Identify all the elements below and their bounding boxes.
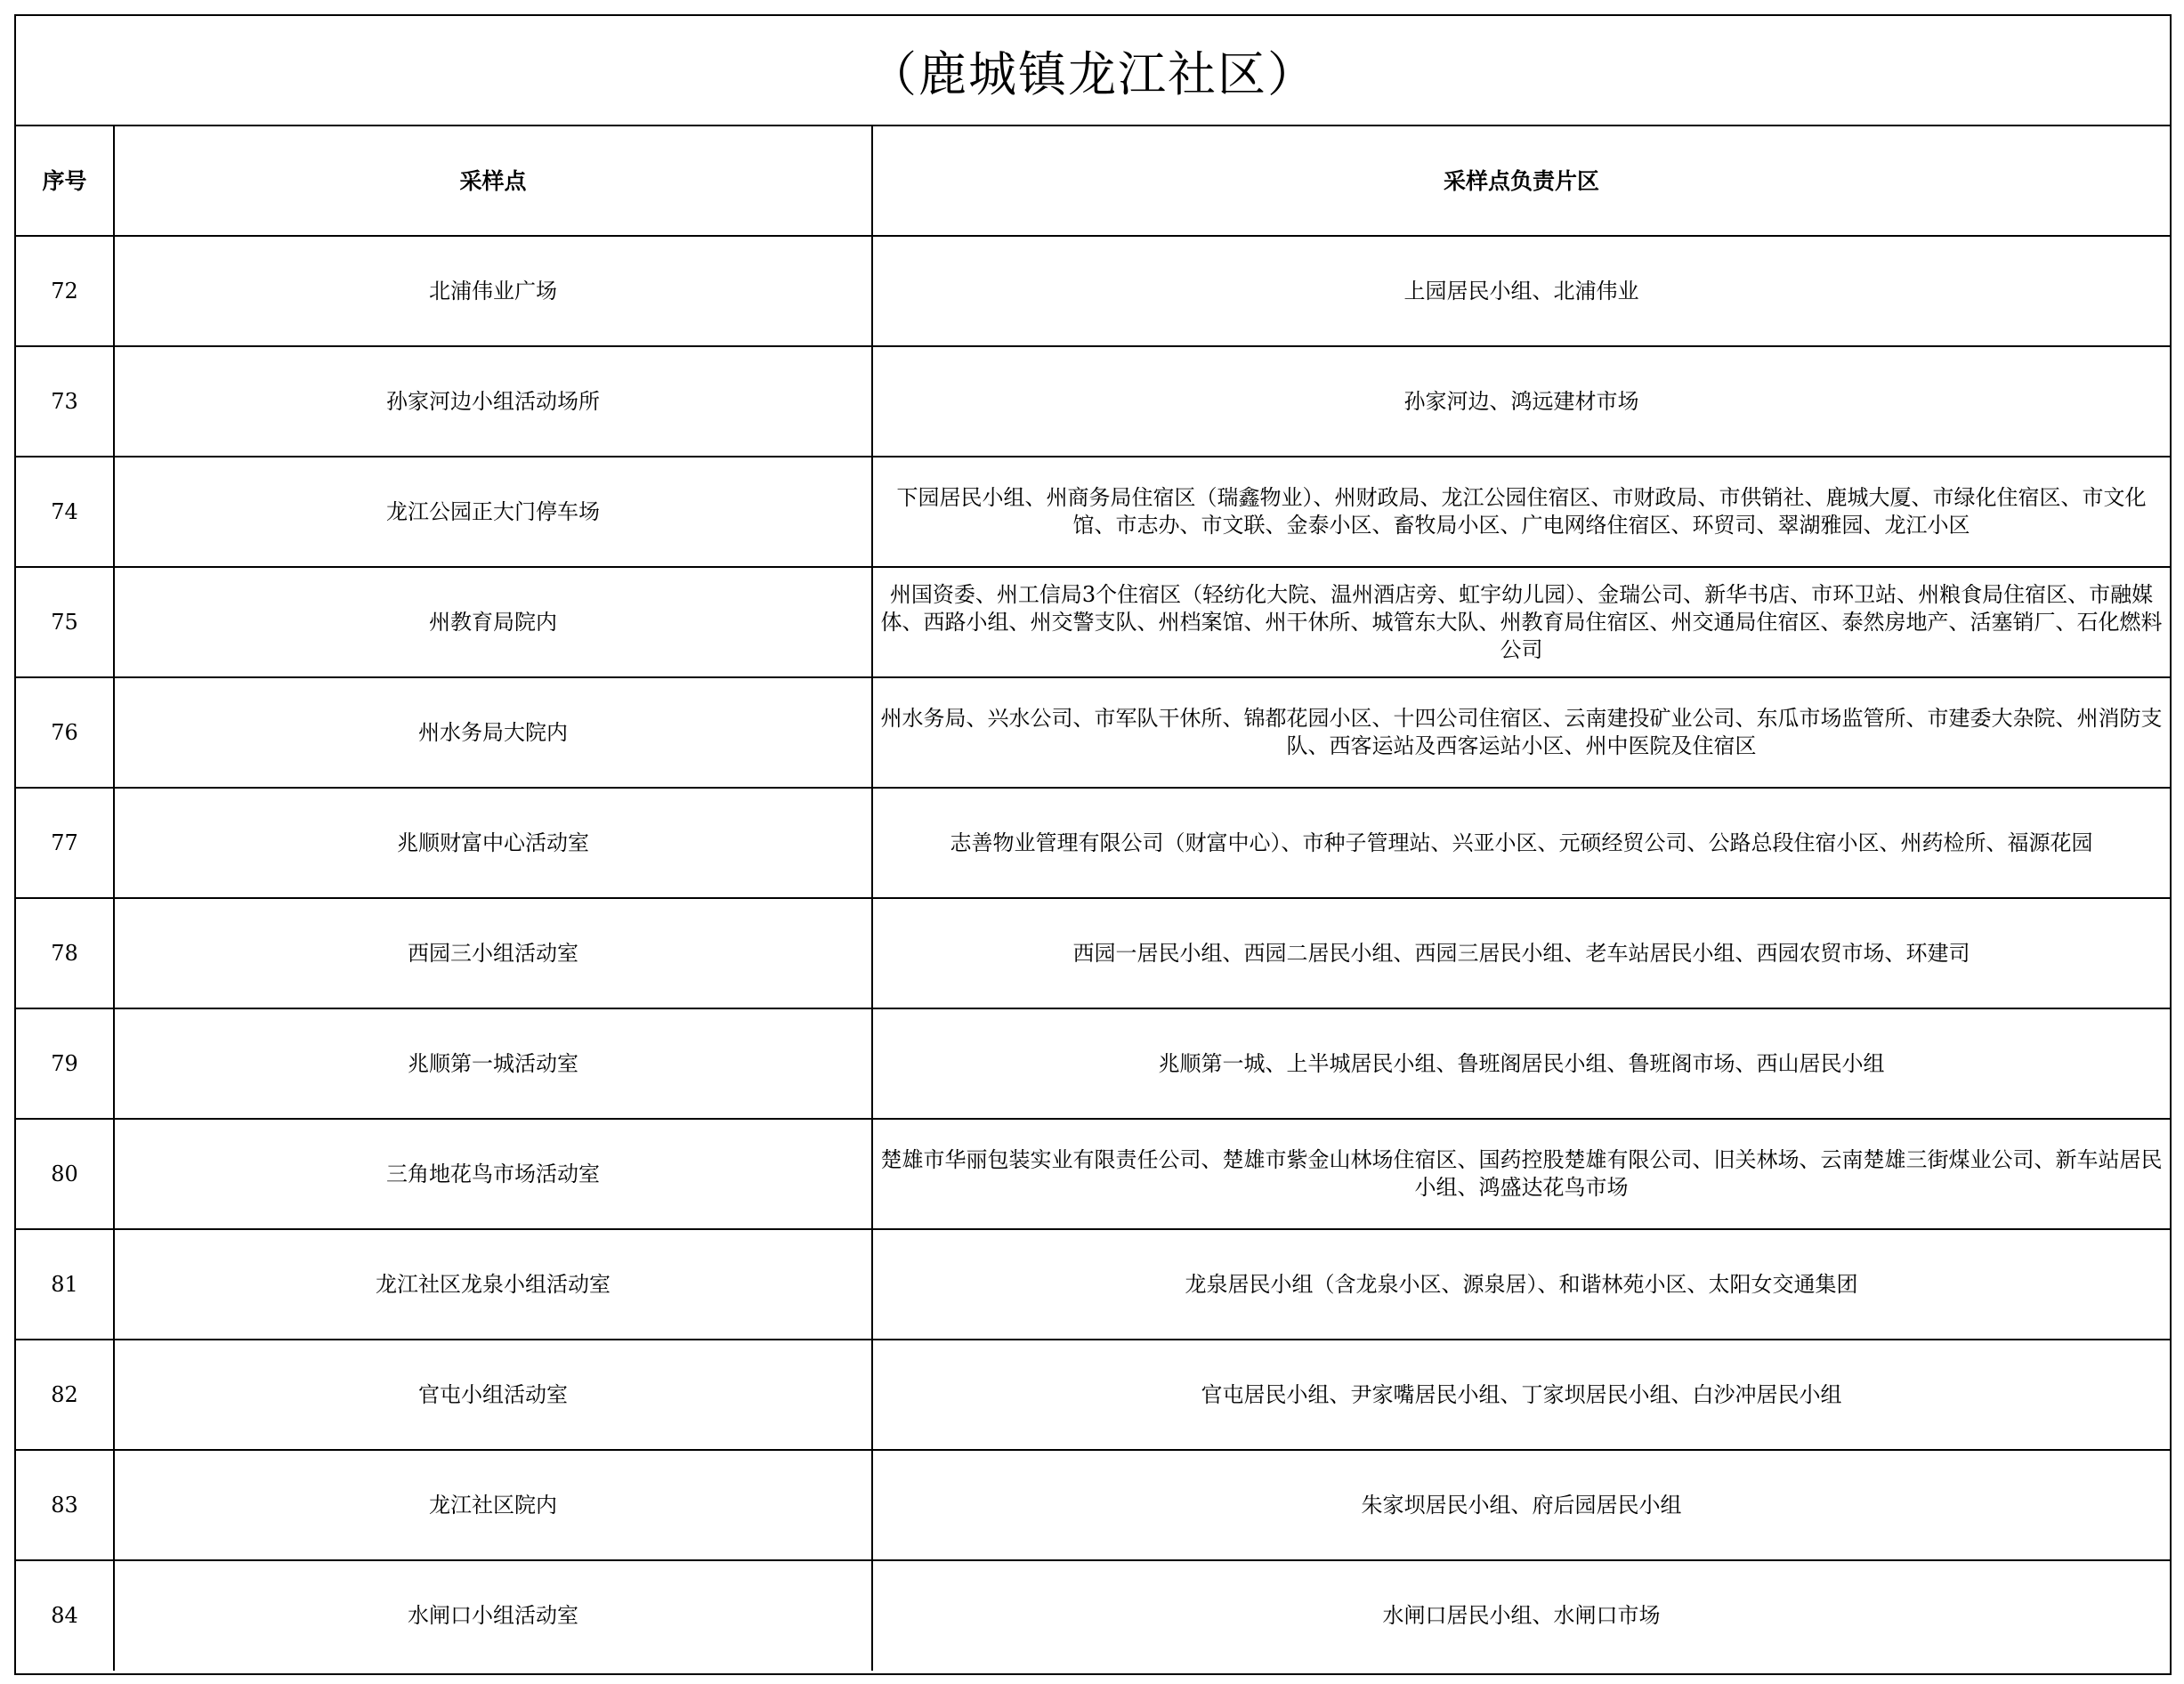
sampling-table [16, 125, 2170, 1671]
table-row [16, 1450, 2170, 1560]
responsible-area: 上园居民小组、北浦伟业 [1403, 278, 1639, 304]
responsible-area-cell [872, 567, 2170, 677]
table-row [16, 788, 2170, 898]
sampling-site: 龙江公园正大门停车场 [114, 457, 872, 567]
sampling-site: 州教育局院内 [114, 567, 872, 677]
responsible-area-cell [872, 1340, 2170, 1450]
sampling-site: 北浦伟业广场 [114, 236, 872, 346]
table-body [16, 236, 2170, 1671]
responsible-area: 兆顺第一城、上半城居民小组、鲁班阁居民小组、鲁班阁市场、西山居民小组 [1158, 1050, 1885, 1076]
table-row [16, 457, 2170, 567]
responsible-area-cell [872, 788, 2170, 898]
row-number: 74 [16, 457, 114, 567]
table-row [16, 1008, 2170, 1119]
responsible-area: 志善物业管理有限公司（财富中心）、市种子管理站、兴亚小区、元硕经贸公司、公路总段住宿小区、州药检所、福源花园 [950, 830, 2093, 855]
responsible-area-cell [872, 457, 2170, 567]
header-site: 采样点 [114, 125, 872, 236]
sampling-site: 龙江社区院内 [114, 1450, 872, 1560]
table-row [16, 1340, 2170, 1450]
row-number: 81 [16, 1229, 114, 1340]
row-number: 83 [16, 1450, 114, 1560]
sampling-site: 西园三小组活动室 [114, 898, 872, 1008]
header-no: 序号 [16, 125, 114, 236]
row-number: 75 [16, 567, 114, 677]
row-number: 78 [16, 898, 114, 1008]
responsible-area: 州国资委、州工信局3个住宿区（轻纺化大院、温州酒店旁、虹宇幼儿园）、金瑞公司、新华书店、市环卫站、州粮食局住宿区、市融媒体、西路小组、州交警支队、州档案馆、州干休所、城管东大队、州教育局住宿区、州交通局住宿区、泰然房地产、活塞销厂、石化燃料公司 [880, 581, 2163, 662]
responsible-area: 西园一居民小组、西园二居民小组、西园三居民小组、老车站居民小组、西园农贸市场、环建司 [1072, 940, 1970, 966]
responsible-area: 下园居民小组、州商务局住宿区（瑞鑫物业）、州财政局、龙江公园住宿区、市财政局、市供销社、鹿城大厦、市绿化住宿区、市文化馆、市志办、市文联、金泰小区、畜牧局小区、广电网络住宿区、环贸司、翠湖雅园、龙江小区 [896, 485, 2147, 538]
sampling-site: 兆顺财富中心活动室 [114, 788, 872, 898]
responsible-area: 孙家河边、鸿远建材市场 [1403, 388, 1639, 414]
responsible-area-cell [872, 346, 2170, 457]
responsible-area-cell [872, 1229, 2170, 1340]
responsible-area: 龙泉居民小组（含龙泉小区、源泉居）、和谐林苑小区、太阳女交通集团 [1185, 1271, 1858, 1297]
table-row [16, 1560, 2170, 1671]
row-number: 84 [16, 1560, 114, 1671]
sheet-title: （鹿城镇龙江社区） [16, 14, 2170, 125]
header-row [16, 125, 2170, 236]
responsible-area-cell [872, 898, 2170, 1008]
row-number: 79 [16, 1008, 114, 1119]
responsible-area-cell [872, 1450, 2170, 1560]
table-row [16, 898, 2170, 1008]
table-row [16, 346, 2170, 457]
sampling-site: 三角地花鸟市场活动室 [114, 1119, 872, 1229]
row-number: 82 [16, 1340, 114, 1450]
sampling-sheet [14, 14, 2172, 1675]
sampling-site: 兆顺第一城活动室 [114, 1008, 872, 1119]
responsible-area-cell [872, 1119, 2170, 1229]
responsible-area: 州水务局、兴水公司、市军队干休所、锦都花园小区、十四公司住宿区、云南建投矿业公司、东瓜市场监管所、市建委大杂院、州消防支队、西客运站及西客运站小区、州中医院及住宿区 [880, 706, 2163, 758]
table-row [16, 1119, 2170, 1229]
responsible-area-cell [872, 677, 2170, 788]
responsible-area: 官屯居民小组、尹家嘴居民小组、丁家坝居民小组、白沙冲居民小组 [1201, 1381, 1842, 1407]
responsible-area: 楚雄市华丽包装实业有限责任公司、楚雄市紫金山林场住宿区、国药控股楚雄有限公司、旧关林场、云南楚雄三街煤业公司、新车站居民小组、鸿盛达花鸟市场 [880, 1147, 2163, 1200]
responsible-area: 水闸口居民小组、水闸口市场 [1382, 1603, 1661, 1628]
sampling-site: 州水务局大院内 [114, 677, 872, 788]
table-row [16, 1229, 2170, 1340]
row-number: 77 [16, 788, 114, 898]
header-area: 采样点负责片区 [872, 125, 2170, 236]
sampling-site: 龙江社区龙泉小组活动室 [114, 1229, 872, 1340]
table-row [16, 567, 2170, 677]
row-number: 80 [16, 1119, 114, 1229]
row-number: 72 [16, 236, 114, 346]
row-number: 73 [16, 346, 114, 457]
table-row [16, 677, 2170, 788]
responsible-area-cell [872, 236, 2170, 346]
sampling-site: 孙家河边小组活动场所 [114, 346, 872, 457]
row-number: 76 [16, 677, 114, 788]
responsible-area-cell [872, 1008, 2170, 1119]
sampling-site: 官屯小组活动室 [114, 1340, 872, 1450]
responsible-area: 朱家坝居民小组、府后园居民小组 [1361, 1492, 1682, 1518]
responsible-area-cell [872, 1560, 2170, 1671]
table-row [16, 236, 2170, 346]
sampling-site: 水闸口小组活动室 [114, 1560, 872, 1671]
